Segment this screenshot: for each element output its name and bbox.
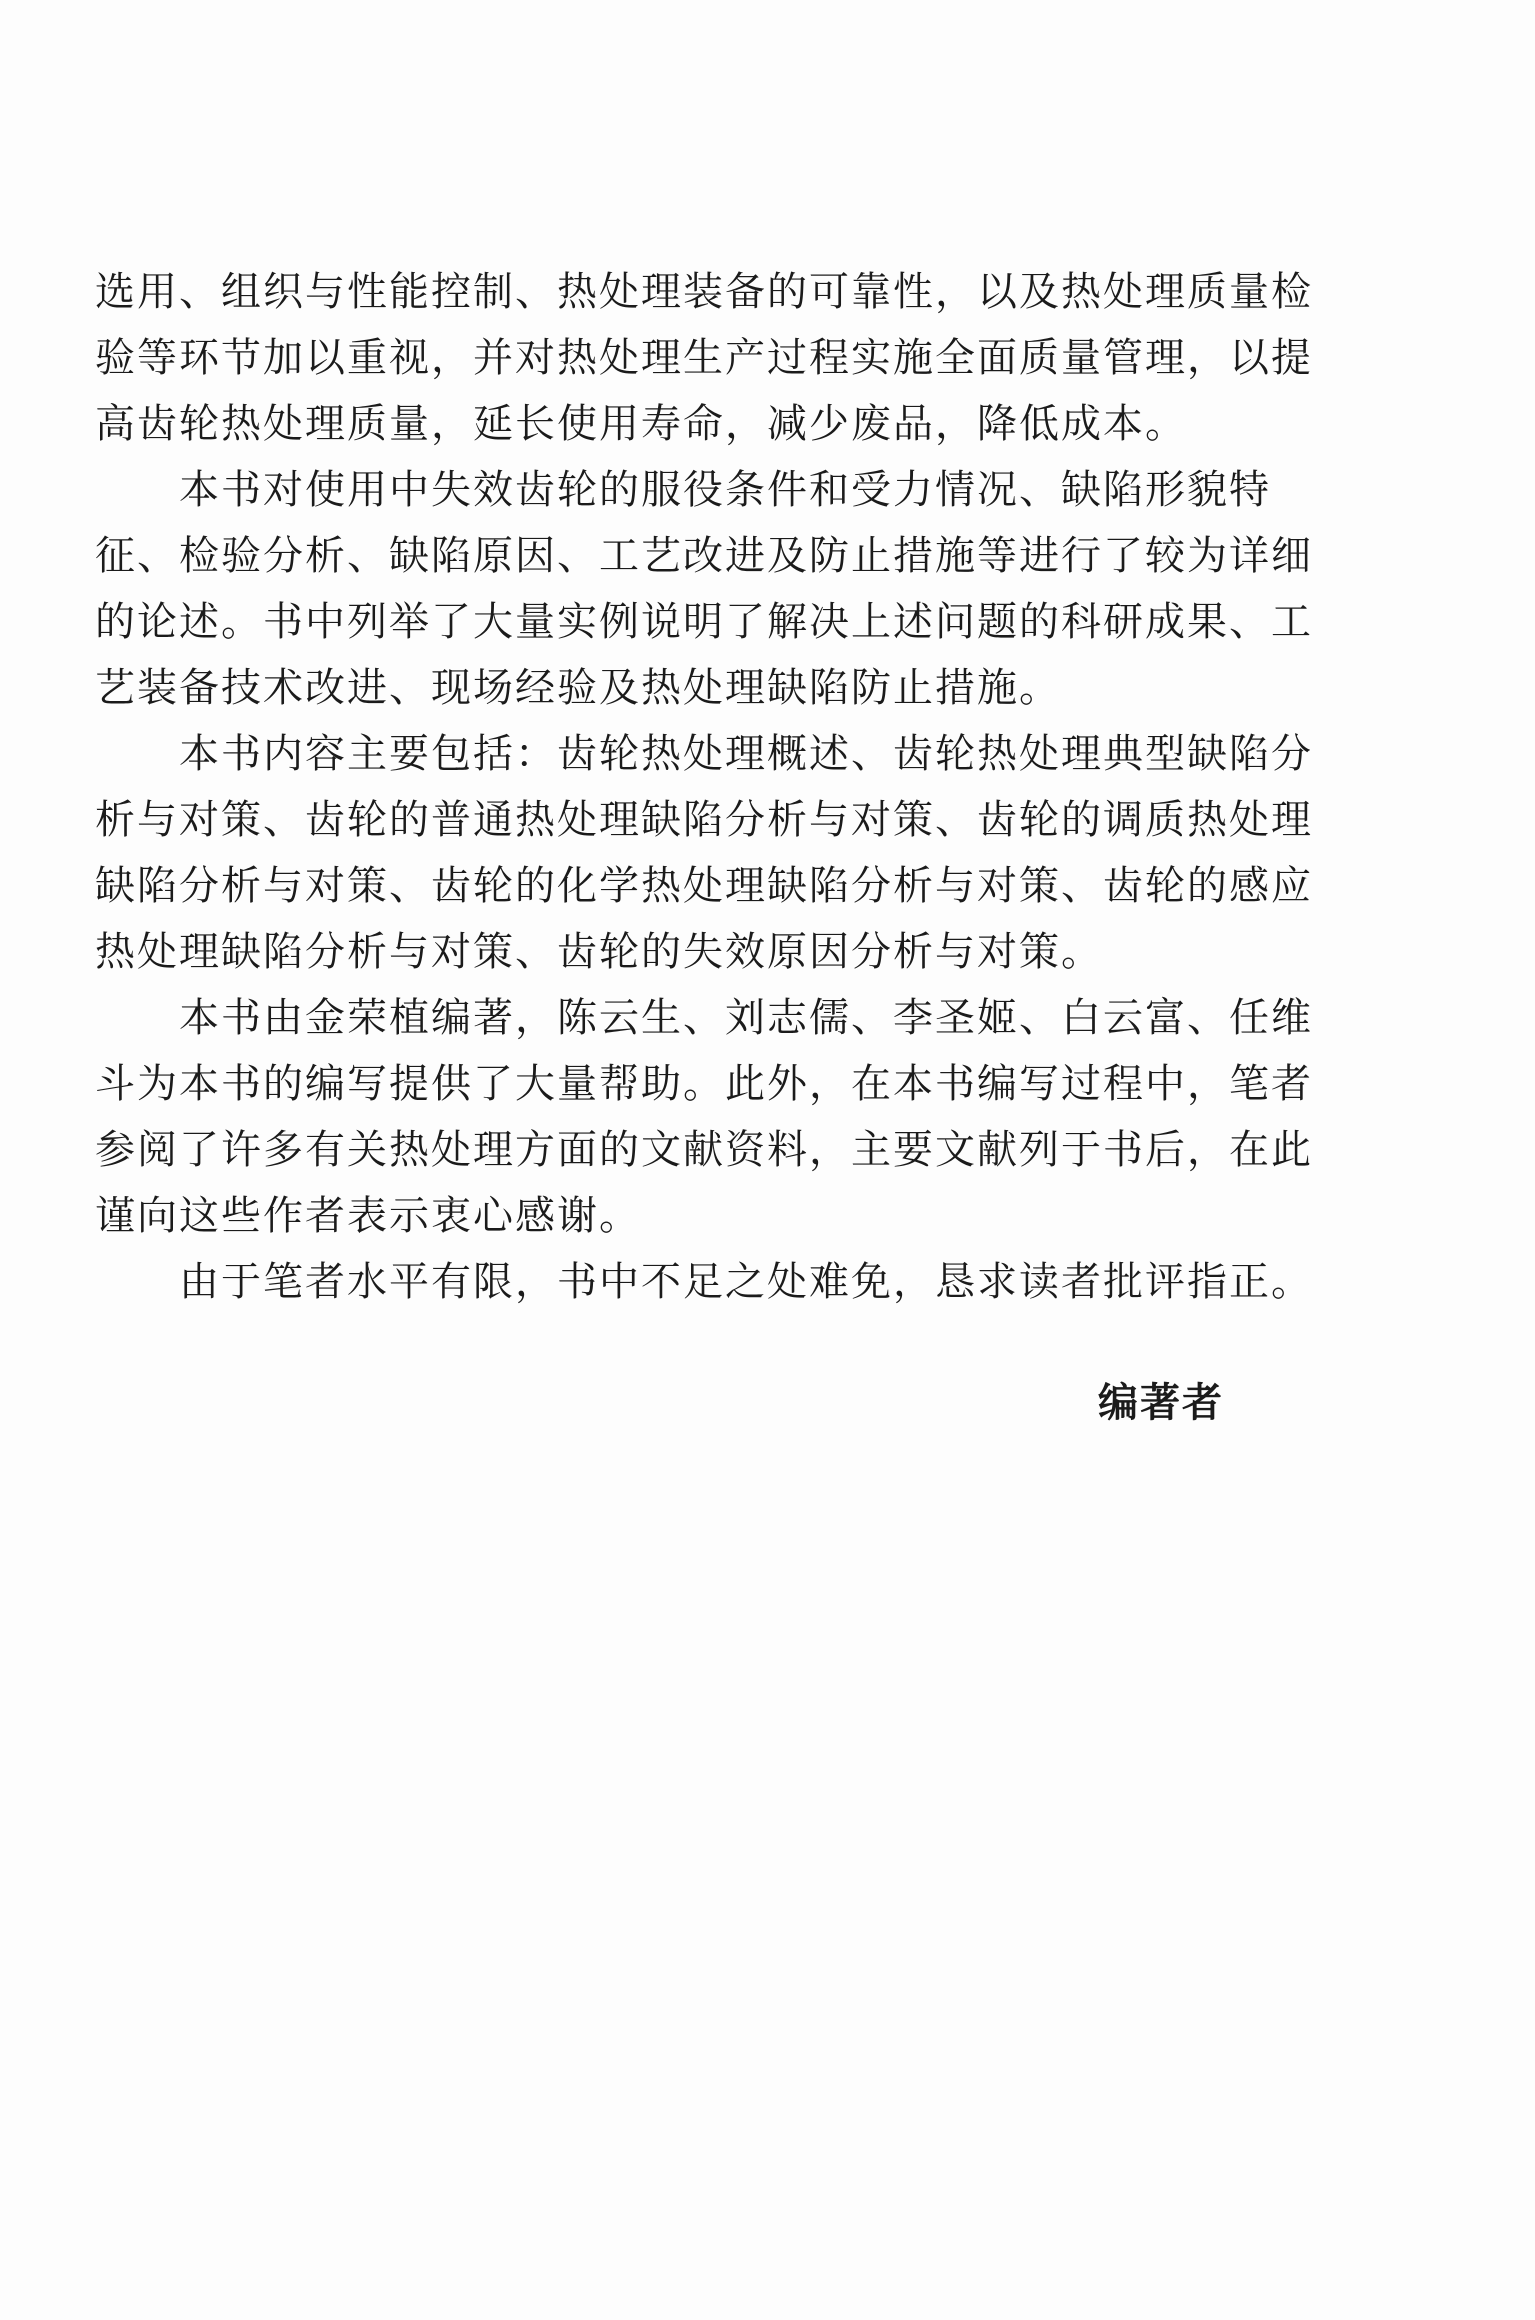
preface-body xyxy=(95,259,1355,1315)
text-line: 本书内容主要包括：齿轮热处理概述、齿轮热处理典型缺陷分 xyxy=(179,731,1313,777)
paragraph-acknowledgements xyxy=(95,985,1355,1249)
paragraph-closing xyxy=(95,1249,1355,1315)
text-line: 高齿轮热处理质量，延长使用寿命，减少废品，降低成本。 xyxy=(95,401,1187,447)
author-signature: 编著者 xyxy=(1098,1380,1224,1426)
text-line: 艺装备技术改进、现场经验及热处理缺陷防止措施。 xyxy=(95,665,1061,711)
text-line: 征、检验分析、缺陷原因、工艺改进及防止措施等进行了较为详细 xyxy=(95,533,1313,579)
text-line: 析与对策、齿轮的普通热处理缺陷分析与对策、齿轮的调质热处理 xyxy=(95,797,1313,843)
text-line: 由于笔者水平有限，书中不足之处难免，恳求读者批评指正。 xyxy=(179,1259,1313,1305)
text-line: 验等环节加以重视，并对热处理生产过程实施全面质量管理，以提 xyxy=(95,335,1313,381)
paragraph-continuation xyxy=(95,259,1355,457)
text-line: 本书对使用中失效齿轮的服役条件和受力情况、缺陷形貌特 xyxy=(179,467,1271,513)
paragraph-failure-analysis xyxy=(95,457,1355,721)
text-line: 缺陷分析与对策、齿轮的化学热处理缺陷分析与对策、齿轮的感应 xyxy=(95,863,1313,909)
text-line: 参阅了许多有关热处理方面的文献资料，主要文献列于书后，在此 xyxy=(95,1127,1313,1173)
text-line: 本书由金荣植编著，陈云生、刘志儒、李圣姬、白云富、任维 xyxy=(179,995,1313,1041)
text-line: 斗为本书的编写提供了大量帮助。此外，在本书编写过程中，笔者 xyxy=(95,1061,1313,1107)
text-line: 选用、组织与性能控制、热处理装备的可靠性，以及热处理质量检 xyxy=(95,269,1313,315)
paragraph-contents xyxy=(95,721,1355,985)
text-line: 热处理缺陷分析与对策、齿轮的失效原因分析与对策。 xyxy=(95,929,1103,975)
text-line: 的论述。书中列举了大量实例说明了解决上述问题的科研成果、工 xyxy=(95,599,1313,645)
text-line: 谨向这些作者表示衷心感谢。 xyxy=(95,1193,641,1239)
